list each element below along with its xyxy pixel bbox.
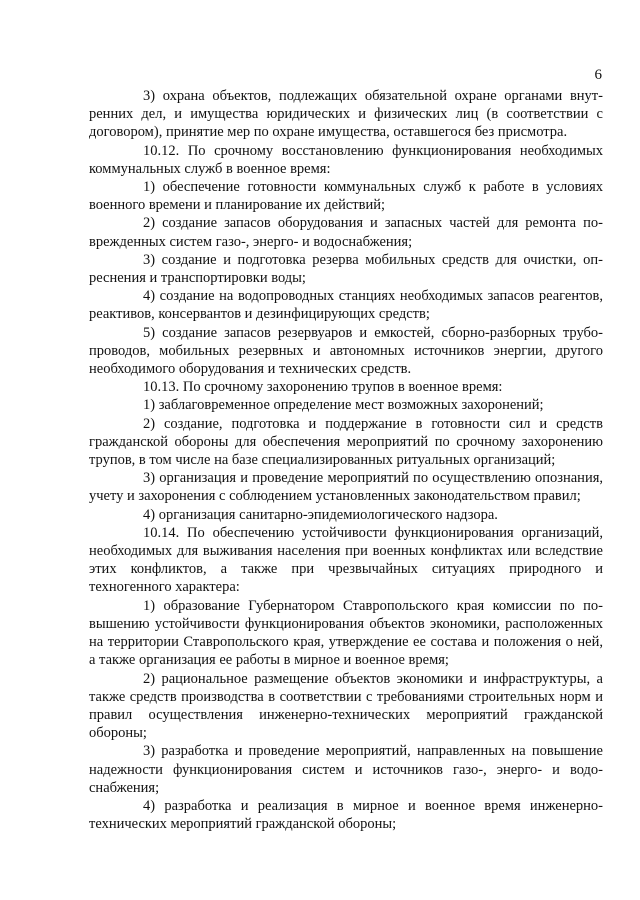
paragraph: 10.13. По срочному захоронению трупов в военное время: — [143, 379, 503, 396]
document-body — [89, 87, 603, 833]
paragraph: 1) обеспечение готовности коммунальных служб к работе в условиях военного времени и планирование их действий; — [89, 179, 603, 214]
paragraph: 2) создание, подготовка и поддержание в готовности сил и средств гражданской обороны для обеспечения мероприятий по срочному захоронению трупов, в том числе на базе специализированных ритуальных организаций; — [89, 415, 603, 469]
paragraph: 4) создание на водопроводных станциях необходимых запасов реагентов, реактивов, консервантов и дезинфицирующих средств; — [89, 288, 603, 323]
page-number: 6 — [594, 67, 602, 83]
paragraph: 1) заблаговременное определение мест возможных захоронений; — [143, 397, 544, 414]
paragraph: 4) разработка и реализация в мирное и военное время инженерно-технических мероприятий гражданской обороны; — [89, 797, 603, 833]
paragraph: 10.14. По обеспечению устойчивости функционирования организаций, необходимых для выживания населения при военных конфликтах или вследствие этих конфликтов, а также при чрезвычайных ситуациях природного и техногенного характера: — [89, 524, 603, 596]
paragraph: 2) рациональное размещение объектов экономики и инфраструктуры, а также средств производства в соответствии с требованиями строительных норм и правил осуществления инженерно-технических мероприятий гражданской обороны; — [89, 670, 603, 742]
paragraph: 4) организация санитарно-эпидемиологического надзора. — [143, 506, 498, 523]
paragraph: 2) создание запасов оборудования и запасных частей для ремонта поврежденных систем газо-, энерго- и водоснабжения; — [89, 215, 603, 250]
paragraph: 3) создание и подготовка резерва мобильных средств для очистки, опреснения и транспортировки воды; — [89, 251, 603, 287]
paragraph: 3) разработка и проведение мероприятий, направленных на повышение надежности функционирования систем и источников газо-, энерго- и водоснабжения; — [89, 743, 603, 796]
paragraph: 3) организация и проведение мероприятий по осуществлению опознания, учету и захоронения с соблюдением установленных законодательством правил; — [89, 470, 603, 505]
paragraph: 5) создание запасов резервуаров и емкостей, сборно-разборных трубопроводов, мобильных резервных и автономных источников энергии, другого необходимого оборудования и технических средств. — [89, 324, 603, 378]
paragraph: 1) образование Губернатором Ставропольского края комиссии по повышению устойчивости функционирования объектов экономики, расположенных на территории Ставропольского края, утверждение ее состава и положения о ней, а также организация ее работы в мирное и военное время; — [89, 597, 603, 669]
paragraph: 10.12. По срочному восстановлению функционирования необходимых коммунальных служб в военное время: — [89, 142, 603, 177]
paragraph: 3) охрана объектов, подлежащих обязательной охране органами внутренних дел, и имущества юридических и физических лиц (в соответствии с договором), принятие мер по охране имущества, оставшегося без присмотра. — [89, 88, 603, 141]
